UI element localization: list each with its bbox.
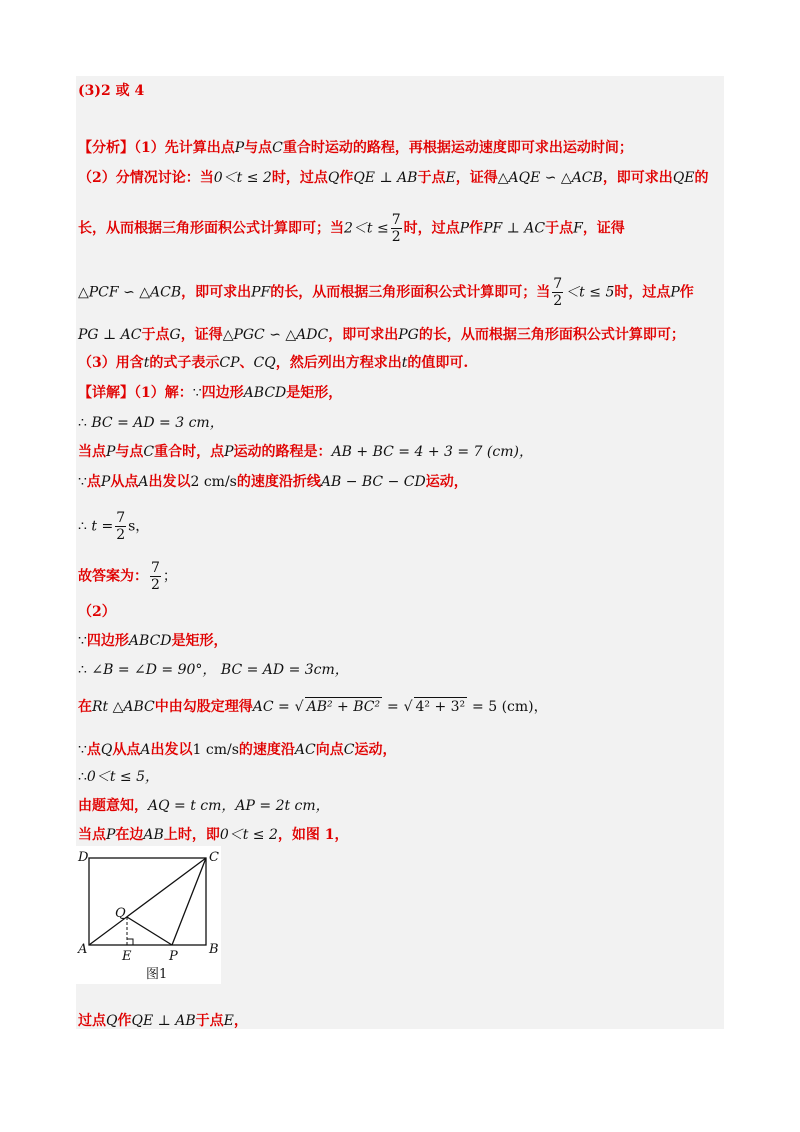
- fraction-7-2: $\frac{7}{2}$: [116, 510, 126, 543]
- answer-line: 故答案为： $\frac{7}{2}$ ；: [78, 560, 177, 593]
- q-motion-line: ∵点Q从点A出发以1 cm/s的速度沿AC向点C运动，: [78, 742, 397, 758]
- label-p: P: [169, 949, 178, 964]
- detail-line-5: ∴ t = $\frac{7}{2}$ s，: [78, 510, 150, 543]
- fraction-7-2: $\frac{7}{2}$: [151, 560, 160, 593]
- figure-caption: 图1: [146, 967, 168, 982]
- answer-part3: (3)2 或 4: [78, 83, 145, 99]
- label-a: A: [78, 942, 88, 957]
- part2-label: （2）: [78, 604, 116, 620]
- detail-line-3: 当点P与点C重合时，点P运动的路程是：AB + BC = 4 + 3 = 7 (cm)，: [78, 444, 533, 460]
- t-range-line: ∴0＜t ≤ 5，: [78, 769, 159, 785]
- part2-line-2: ∴ ∠B = ∠D = 90°， BC = AD = 3cm，: [78, 662, 349, 678]
- label-q: Q: [115, 906, 126, 921]
- analysis-line-5: PG ⊥ AC于点G，证得△PGC ∽ △ADC，即可求出PG的长，从而根据三角形面积公式计算即可；: [78, 327, 685, 343]
- last-line: 过点Q作QE ⊥ AB于点E，: [78, 1013, 248, 1029]
- fraction-7-2: $\frac{7}{2}$: [391, 212, 401, 245]
- right-angle-mark: [127, 939, 133, 945]
- case-line: 当点P在边AB上时，即0＜t ≤ 2，如图 1，: [78, 827, 349, 843]
- analysis-line-2: （2）分情况讨论：当0＜t ≤ 2时，过点Q作QE ⊥ AB于点E，证得△AQE ∽ △ACB，即可求出QE的: [78, 170, 709, 186]
- analysis-line-3: 长，从而根据三角形面积公式计算即可；当2＜t ≤ $\frac{7}{2}$ 时，过点P作PF ⊥ AC于点F，证得: [78, 212, 625, 245]
- fraction-7-2: $\frac{7}{2}$: [553, 276, 563, 309]
- segment-qp: [127, 917, 172, 945]
- pythagoras-line: 在Rt △ABC中由勾股定理得AC = √ AB² + BC² = √ 4² + 3² = 5 (cm)，: [78, 699, 548, 715]
- detail-line-4: ∵点P从点A出发以2 cm/s的速度沿折线AB − BC − CD运动，: [78, 474, 468, 490]
- analysis-line-6: （3）用含t的式子表示CP、CQ，然后列出方程求出t的值即可.: [78, 355, 469, 371]
- given-line: 由题意知，AQ = t cm，AP = 2t cm，: [78, 798, 330, 814]
- label-e: E: [122, 949, 132, 964]
- part2-line-1: ∵四边形ABCD是矩形，: [78, 633, 228, 649]
- label-d: D: [78, 850, 89, 865]
- analysis-line-1: 【分析】（1）先计算出点P与点C重合时运动的路程，再根据运动速度即可求出运动时间；: [78, 140, 633, 156]
- label-b: B: [209, 942, 219, 957]
- label-c: C: [209, 850, 219, 865]
- figure-1-diagram: [76, 846, 221, 984]
- detail-line-2: ∴ BC = AD = 3 cm，: [78, 415, 224, 431]
- detail-line-1: 【详解】（1）解：∵四边形ABCD是矩形，: [78, 385, 343, 401]
- analysis-line-4: △PCF ∽ △ACB，即可求出PF的长，从而根据三角形面积公式计算即可；当 $\frac{7}{2}$ ＜t ≤ 5时，过点P作: [78, 276, 694, 309]
- figure-1: [76, 846, 221, 984]
